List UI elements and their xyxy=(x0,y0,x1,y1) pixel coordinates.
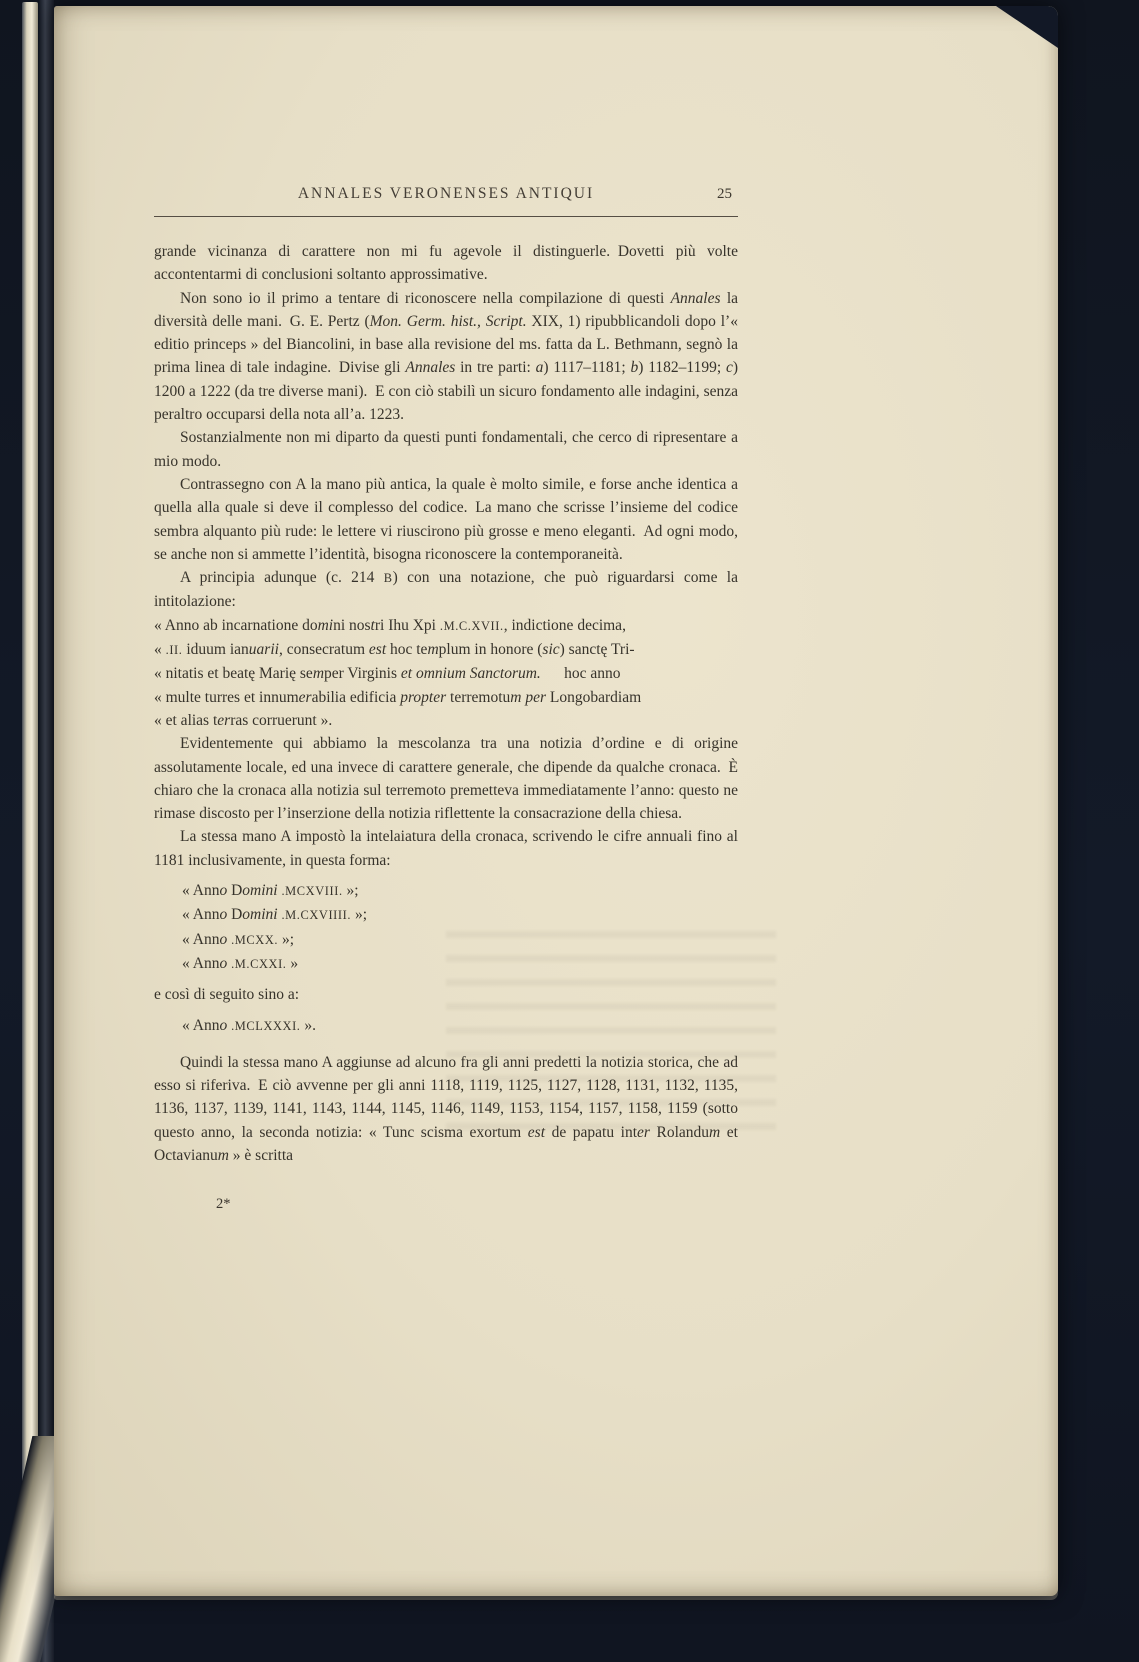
quote-incarnatione xyxy=(154,614,738,732)
text-line: « Anno ab incarnatione domini nostri Ihu Xpi .M.C.XVII., indictione decima, xyxy=(154,616,626,634)
paragraph-pertz: Non sono io il primo a tentare di riconoscere nella compilazione di questi Annales la diversità delle mani. G. E. Pertz (Mon. Germ. hist., Script. XIX, 1) ripubblicandoli dopo l’« editio princeps » del Biancolini, in base alla revisione del ms. fatta da L. Bethmann, segnò la prima linea di tale indagine. Divise gli Annales in tre parti: a) 1117–1181; b) 1182–1199; c) 1200 a 1222 (da tre diverse mani). E con ciò stabilì un sicuro fondamento alle indagini, senza peraltro occuparsi della nota all’a. 1223. xyxy=(154,289,739,424)
annal-final xyxy=(182,1014,738,1038)
text-line: « multe turres et innumerabilia edificia propter terremotum per Longobardiam xyxy=(154,688,642,706)
binding-gutter-shadow xyxy=(38,0,54,1662)
text-block xyxy=(154,182,738,1217)
text-line: « et alias terras corruerunt ». xyxy=(154,711,333,729)
book-page xyxy=(54,6,1058,1596)
paragraph-stessa-mano: La stessa mano A impostò la intelaiatura della cronaca, scrivendo le cifre annuali fino al 1181 inclusivamente, in questa forma: xyxy=(154,828,738,869)
page-corner-clip xyxy=(996,6,1058,48)
text-line: « Anno .MCXX. »; xyxy=(182,930,295,948)
paragraph-sostanzialmente: Sostanzialmente non mi diparto da questi punti fondamentali, che cerco di ripresentare a mio modo. xyxy=(154,429,738,470)
annal-list xyxy=(182,879,738,976)
text-line: « Anno Domini .MCXVIII. »; xyxy=(182,882,359,900)
signature-mark: 2* xyxy=(216,1196,231,1213)
text-body xyxy=(154,240,738,1167)
paragraph-continuation: grande vicinanza di carattere non mi fu agevole il distinguerle. Dovetti più volte accontentarmi di conclusioni soltanto approssimative. xyxy=(154,243,738,284)
paragraph-ecosi: e così di seguito sino a: xyxy=(154,986,300,1004)
binding-page-edges xyxy=(22,2,38,1650)
text-line: « Anno .MCLXXXI. ». xyxy=(182,1016,317,1034)
page-number: 25 xyxy=(717,186,732,202)
paragraph-contrassegno: Contrassegno con A la mano più antica, la quale è molto simile, e forse anche identica a quella alla quale si deve il complesso del codice. La mano che scrisse l’insieme del codice sembra alquanto più rude: le lettere vi riuscirono più grosse e meno eleganti. Ad ogni modo, se anche non si ammette l’identità, bisogna riconoscere la contemporaneità. xyxy=(154,475,738,563)
text-line: « .II. iduum ianuarii, consecratum est hoc templum in honore (sic) sanctę Tri- xyxy=(154,641,635,659)
paragraph-principia: A principia adunque (c. 214 B) con una notazione, che può riguardarsi come la intitolazione: xyxy=(154,569,738,611)
text-line: « Anno .M.CXXI. » xyxy=(182,954,299,972)
header-rule xyxy=(154,216,738,217)
paragraph-quindi: Quindi la stessa mano A aggiunse ad alcuno fra gli anni predetti la notizia storica, che ad esso si riferiva. E ciò avvenne per gli anni 1118, 1119, 1125, 1127, 1128, 1131, 1132, 1135, 1136, 1137, 1139, 1141, 1143, 1144, 1145, 1146, 1149, 1153, 1154, 1157, 1158, 1159 (sotto questo anno, la seconda notizia: « Tunc scisma exortum est de papatu inter Rolandum et Octavianum » è scritta xyxy=(154,1053,738,1164)
running-header xyxy=(154,182,738,204)
paragraph-evidentemente: Evidentemente qui abbiamo la mescolanza tra una notizia d’ordine e di origine assolutamente locale, ed una invece di carattere generale, che dipende da qualche cronaca. È chiaro che la cronaca alla notizia sul terremoto premetteva immediatamente l’anno: questo ne rimase discosto per l’inserzione della notizia riflettente la consacrazione della chiesa. xyxy=(154,735,738,823)
text-line: « nitatis et beatę Marię semper Virginis et omnium Sanctorum. hoc anno xyxy=(154,665,621,683)
page-title: ANNALES VERONENSES ANTIQUI xyxy=(297,185,595,202)
text-line: « Anno Domini .M.CXVIIII. »; xyxy=(182,906,367,924)
